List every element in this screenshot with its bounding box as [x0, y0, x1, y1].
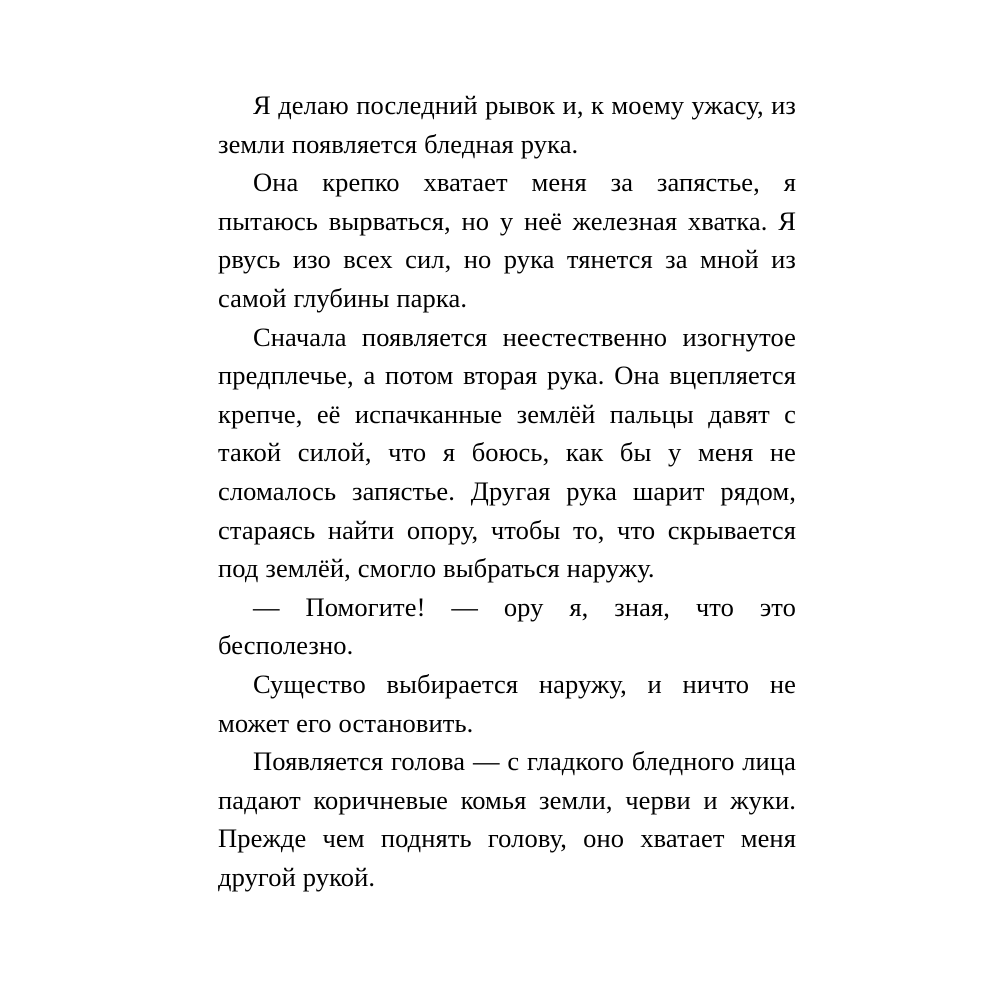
body-text-column [218, 86, 796, 896]
paragraph-dialogue: — Помогите! — ору я, зная, что это бесполезно. [218, 591, 796, 661]
paragraph: Сначала появляется неестественно изогнутое предплечье, а потом вторая рука. Она вцепляется крепче, её испачканные землёй пальцы давят с такой силой, что я боюсь, как бы у меня не сломалось запястье. Другая рука шарит рядом, стараясь найти опору, чтобы то, что скрывается под землёй, смогло выбраться наружу. [218, 321, 796, 584]
paragraph: Существо выбирается наружу, и ничто не может его остановить. [218, 668, 796, 738]
paragraph: Появляется голова — с гладкого бледного лица падают коричневые комья земли, черви и жуки. Прежде чем поднять голову, оно хватает меня другой рукой. [218, 746, 796, 892]
paragraph: Она крепко хватает меня за запястье, я пытаюсь вырваться, но у неё железная хватка. Я рвусь изо всех сил, но рука тянется за мной из самой глубины парка. [218, 167, 796, 313]
paragraph: Я делаю последний рывок и, к моему ужасу, из земли появляется бледная рука. [218, 90, 796, 159]
